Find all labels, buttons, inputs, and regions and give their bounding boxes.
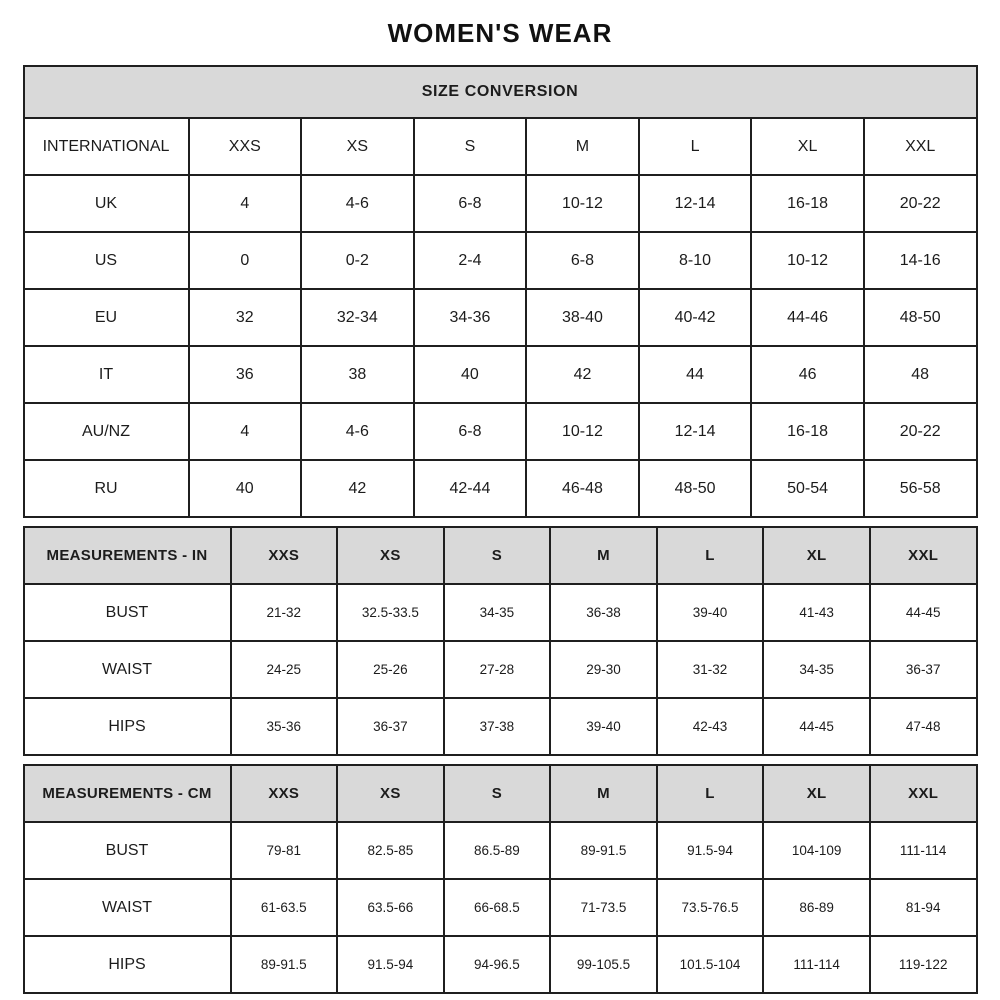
measurement-cell: 73.5-76.5: [657, 879, 764, 936]
size-cell: 6-8: [414, 175, 527, 232]
measurement-cell: 86.5-89: [444, 822, 551, 879]
size-cell: 44: [639, 346, 752, 403]
measurement-cell: 99-105.5: [550, 936, 657, 993]
size-cell: 42: [526, 346, 639, 403]
size-header-m: M: [550, 765, 657, 822]
measurement-cell: 71-73.5: [550, 879, 657, 936]
size-cell: 40-42: [639, 289, 752, 346]
measurement-cell: 91.5-94: [337, 936, 444, 993]
measurement-cell: 82.5-85: [337, 822, 444, 879]
size-cell: 10-12: [526, 403, 639, 460]
row-label: HIPS: [24, 698, 231, 755]
page-title: WOMEN'S WEAR: [387, 18, 613, 48]
size-header-xl: XL: [751, 118, 864, 175]
row-label: EU: [24, 289, 189, 346]
size-cell: 40: [189, 460, 302, 517]
measurement-cell: 42-43: [657, 698, 764, 755]
table-row: [24, 403, 977, 460]
size-cell: 0: [189, 232, 302, 289]
size-cell: 4: [189, 403, 302, 460]
international-header-row: [24, 118, 977, 175]
measurements-cm-body: [24, 822, 977, 993]
measurement-cell: 119-122: [870, 936, 977, 993]
row-label: INTERNATIONAL: [24, 118, 189, 175]
table-row: [24, 289, 977, 346]
measurement-cell: 111-114: [870, 822, 977, 879]
measurements-cm-title: MEASUREMENTS - CM: [24, 765, 231, 822]
size-cell: 44-46: [751, 289, 864, 346]
row-label: IT: [24, 346, 189, 403]
row-label: HIPS: [24, 936, 231, 993]
size-cell: 16-18: [751, 175, 864, 232]
size-cell: 2-4: [414, 232, 527, 289]
size-cell: 40: [414, 346, 527, 403]
size-cell: 36: [189, 346, 302, 403]
row-label: BUST: [24, 822, 231, 879]
measurement-cell: 66-68.5: [444, 879, 551, 936]
size-cell: 32-34: [301, 289, 414, 346]
size-cell: 46-48: [526, 460, 639, 517]
size-header-xxl: XXL: [870, 527, 977, 584]
measurements-in-title: MEASUREMENTS - IN: [24, 527, 231, 584]
measurements-in-header-row: [24, 527, 977, 584]
table-row: [24, 346, 977, 403]
measurement-cell: 81-94: [870, 879, 977, 936]
measurement-cell: 91.5-94: [657, 822, 764, 879]
size-header-xxs: XXS: [189, 118, 302, 175]
table-row: [24, 232, 977, 289]
measurement-cell: 89-91.5: [231, 936, 338, 993]
size-cell: 16-18: [751, 403, 864, 460]
measurement-cell: 36-37: [870, 641, 977, 698]
measurement-cell: 25-26: [337, 641, 444, 698]
measurements-in-body: [24, 584, 977, 755]
size-cell: 48-50: [864, 289, 977, 346]
measurement-cell: 111-114: [763, 936, 870, 993]
row-label: US: [24, 232, 189, 289]
size-cell: 14-16: [864, 232, 977, 289]
measurement-cell: 27-28: [444, 641, 551, 698]
measurement-cell: 37-38: [444, 698, 551, 755]
measurement-cell: 36-37: [337, 698, 444, 755]
measurement-cell: 39-40: [550, 698, 657, 755]
size-cell: 56-58: [864, 460, 977, 517]
size-header-s: S: [444, 527, 551, 584]
size-cell: 34-36: [414, 289, 527, 346]
size-header-xxl: XXL: [864, 118, 977, 175]
size-header-m: M: [550, 527, 657, 584]
measurement-cell: 34-35: [444, 584, 551, 641]
measurement-cell: 44-45: [763, 698, 870, 755]
measurement-cell: 36-38: [550, 584, 657, 641]
measurement-cell: 104-109: [763, 822, 870, 879]
size-header-xs: XS: [337, 765, 444, 822]
size-cell: 20-22: [864, 403, 977, 460]
size-header-s: S: [414, 118, 527, 175]
size-cell: 32: [189, 289, 302, 346]
size-cell: 10-12: [526, 175, 639, 232]
measurements-in-table: [23, 526, 978, 756]
table-row: [24, 698, 977, 755]
table-row: [24, 584, 977, 641]
measurement-cell: 41-43: [763, 584, 870, 641]
row-label: WAIST: [24, 879, 231, 936]
size-cell: 20-22: [864, 175, 977, 232]
size-cell: 46: [751, 346, 864, 403]
size-cell: 6-8: [414, 403, 527, 460]
measurement-cell: 34-35: [763, 641, 870, 698]
size-conversion-body: [24, 175, 977, 517]
size-cell: 48: [864, 346, 977, 403]
table-row: [24, 822, 977, 879]
size-header-m: M: [526, 118, 639, 175]
table-row: [24, 936, 977, 993]
measurement-cell: 44-45: [870, 584, 977, 641]
size-conversion-title: SIZE CONVERSION: [24, 66, 977, 118]
size-header-l: L: [657, 527, 764, 584]
size-cell: 38-40: [526, 289, 639, 346]
measurement-cell: 61-63.5: [231, 879, 338, 936]
size-cell: 50-54: [751, 460, 864, 517]
measurement-cell: 89-91.5: [550, 822, 657, 879]
size-conversion-table: [23, 65, 978, 518]
size-header-xxl: XXL: [870, 765, 977, 822]
size-cell: 4: [189, 175, 302, 232]
table-row: [24, 460, 977, 517]
measurement-cell: 79-81: [231, 822, 338, 879]
size-header-xs: XS: [337, 527, 444, 584]
table-row: [24, 641, 977, 698]
size-header-xl: XL: [763, 527, 870, 584]
measurement-cell: 94-96.5: [444, 936, 551, 993]
table-row: [24, 879, 977, 936]
size-cell: 8-10: [639, 232, 752, 289]
size-cell: 12-14: [639, 403, 752, 460]
measurement-cell: 31-32: [657, 641, 764, 698]
measurement-cell: 24-25: [231, 641, 338, 698]
size-header-s: S: [444, 765, 551, 822]
measurement-cell: 32.5-33.5: [337, 584, 444, 641]
size-conversion-banner-row: [24, 66, 977, 118]
size-header-l: L: [657, 765, 764, 822]
size-cell: 0-2: [301, 232, 414, 289]
measurement-cell: 101.5-104: [657, 936, 764, 993]
size-header-xxs: XXS: [231, 527, 338, 584]
measurement-cell: 63.5-66: [337, 879, 444, 936]
size-cell: 42: [301, 460, 414, 517]
row-label: RU: [24, 460, 189, 517]
row-label: WAIST: [24, 641, 231, 698]
measurement-cell: 39-40: [657, 584, 764, 641]
row-label: BUST: [24, 584, 231, 641]
size-cell: 48-50: [639, 460, 752, 517]
table-row: [24, 175, 977, 232]
size-cell: 4-6: [301, 175, 414, 232]
size-header-xs: XS: [301, 118, 414, 175]
measurement-cell: 86-89: [763, 879, 870, 936]
measurements-cm-header-row: [24, 765, 977, 822]
size-cell: 12-14: [639, 175, 752, 232]
size-header-l: L: [639, 118, 752, 175]
size-cell: 6-8: [526, 232, 639, 289]
measurement-cell: 29-30: [550, 641, 657, 698]
measurement-cell: 21-32: [231, 584, 338, 641]
measurement-cell: 35-36: [231, 698, 338, 755]
size-header-xl: XL: [763, 765, 870, 822]
row-label: UK: [24, 175, 189, 232]
size-cell: 38: [301, 346, 414, 403]
row-label: AU/NZ: [24, 403, 189, 460]
measurements-cm-table: [23, 764, 978, 994]
size-cell: 4-6: [301, 403, 414, 460]
measurement-cell: 47-48: [870, 698, 977, 755]
size-header-xxs: XXS: [231, 765, 338, 822]
size-cell: 10-12: [751, 232, 864, 289]
size-cell: 42-44: [414, 460, 527, 517]
